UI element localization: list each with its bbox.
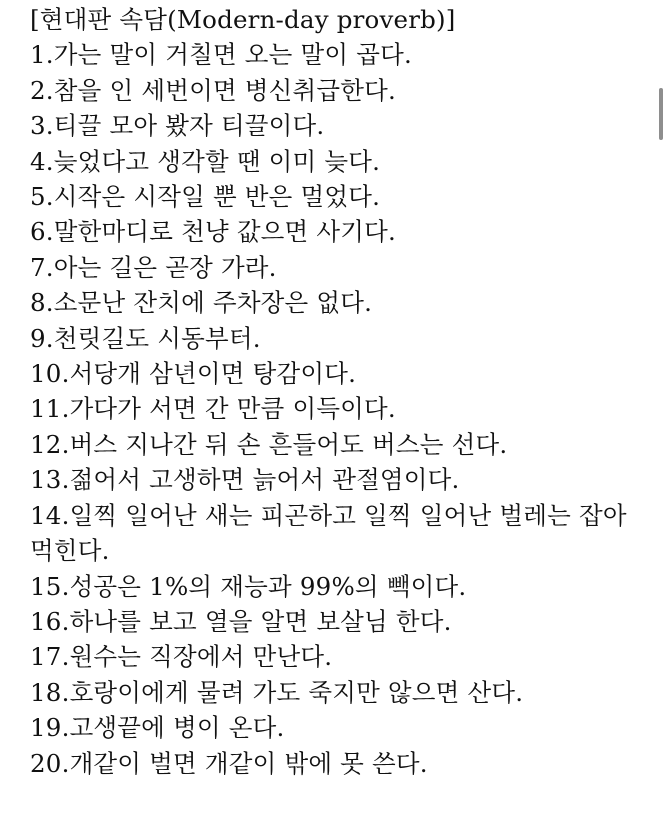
proverb-8: 8.소문난 잔치에 주차장은 없다. xyxy=(30,288,373,318)
proverb-1: 1.가는 말이 거칠면 오는 말이 곱다. xyxy=(30,40,412,70)
proverb-15: 15.성공은 1%의 재능과 99%의 빽이다. xyxy=(30,571,467,601)
proverb-18: 18.호랑이에게 물려 가도 죽지만 않으면 산다. xyxy=(30,677,524,707)
proverb-17: 17.원수는 직장에서 만난다. xyxy=(30,642,333,672)
proverb-16: 16.하나를 보고 열을 알면 보살님 한다. xyxy=(30,606,452,636)
proverb-6: 6.말한마디로 천냥 값으면 사기다. xyxy=(30,217,396,247)
proverb-14: 14.일찍 일어난 새는 피곤하고 일찍 일어난 벌레는 잡아 먹힌다. xyxy=(30,500,627,566)
proverb-12: 12.버스 지나간 뒤 손 흔들어도 버스는 선다. xyxy=(30,429,508,459)
proverb-7: 7.아는 길은 곧장 가라. xyxy=(30,252,277,282)
proverb-4: 4.늦었다고 생각할 땐 이미 늦다. xyxy=(30,146,381,176)
vertical-scrollbar[interactable] xyxy=(659,88,663,140)
proverb-10: 10.서당개 삼년이면 탕감이다. xyxy=(30,359,357,389)
proverb-2: 2.참을 인 세번이면 병신취급한다. xyxy=(30,75,396,105)
proverb-19: 19.고생끝에 병이 온다. xyxy=(30,713,285,743)
document-title: [현대판 속담(Modern-day proverb)] xyxy=(30,5,456,34)
proverb-13: 13.젊어서 고생하면 늙어서 관절염이다. xyxy=(30,465,460,495)
proverb-9: 9.천릿길도 시동부터. xyxy=(30,323,261,353)
document-body xyxy=(30,2,650,781)
proverb-11: 11.가다가 서면 간 만큼 이득이다. xyxy=(30,394,396,424)
proverb-3: 3.티끌 모아 봤자 티끌이다. xyxy=(30,111,325,141)
proverb-5: 5.시작은 시작일 뿐 반은 멀었다. xyxy=(30,182,381,212)
proverb-20: 20.개같이 벌면 개같이 밖에 못 쓴다. xyxy=(30,748,428,778)
